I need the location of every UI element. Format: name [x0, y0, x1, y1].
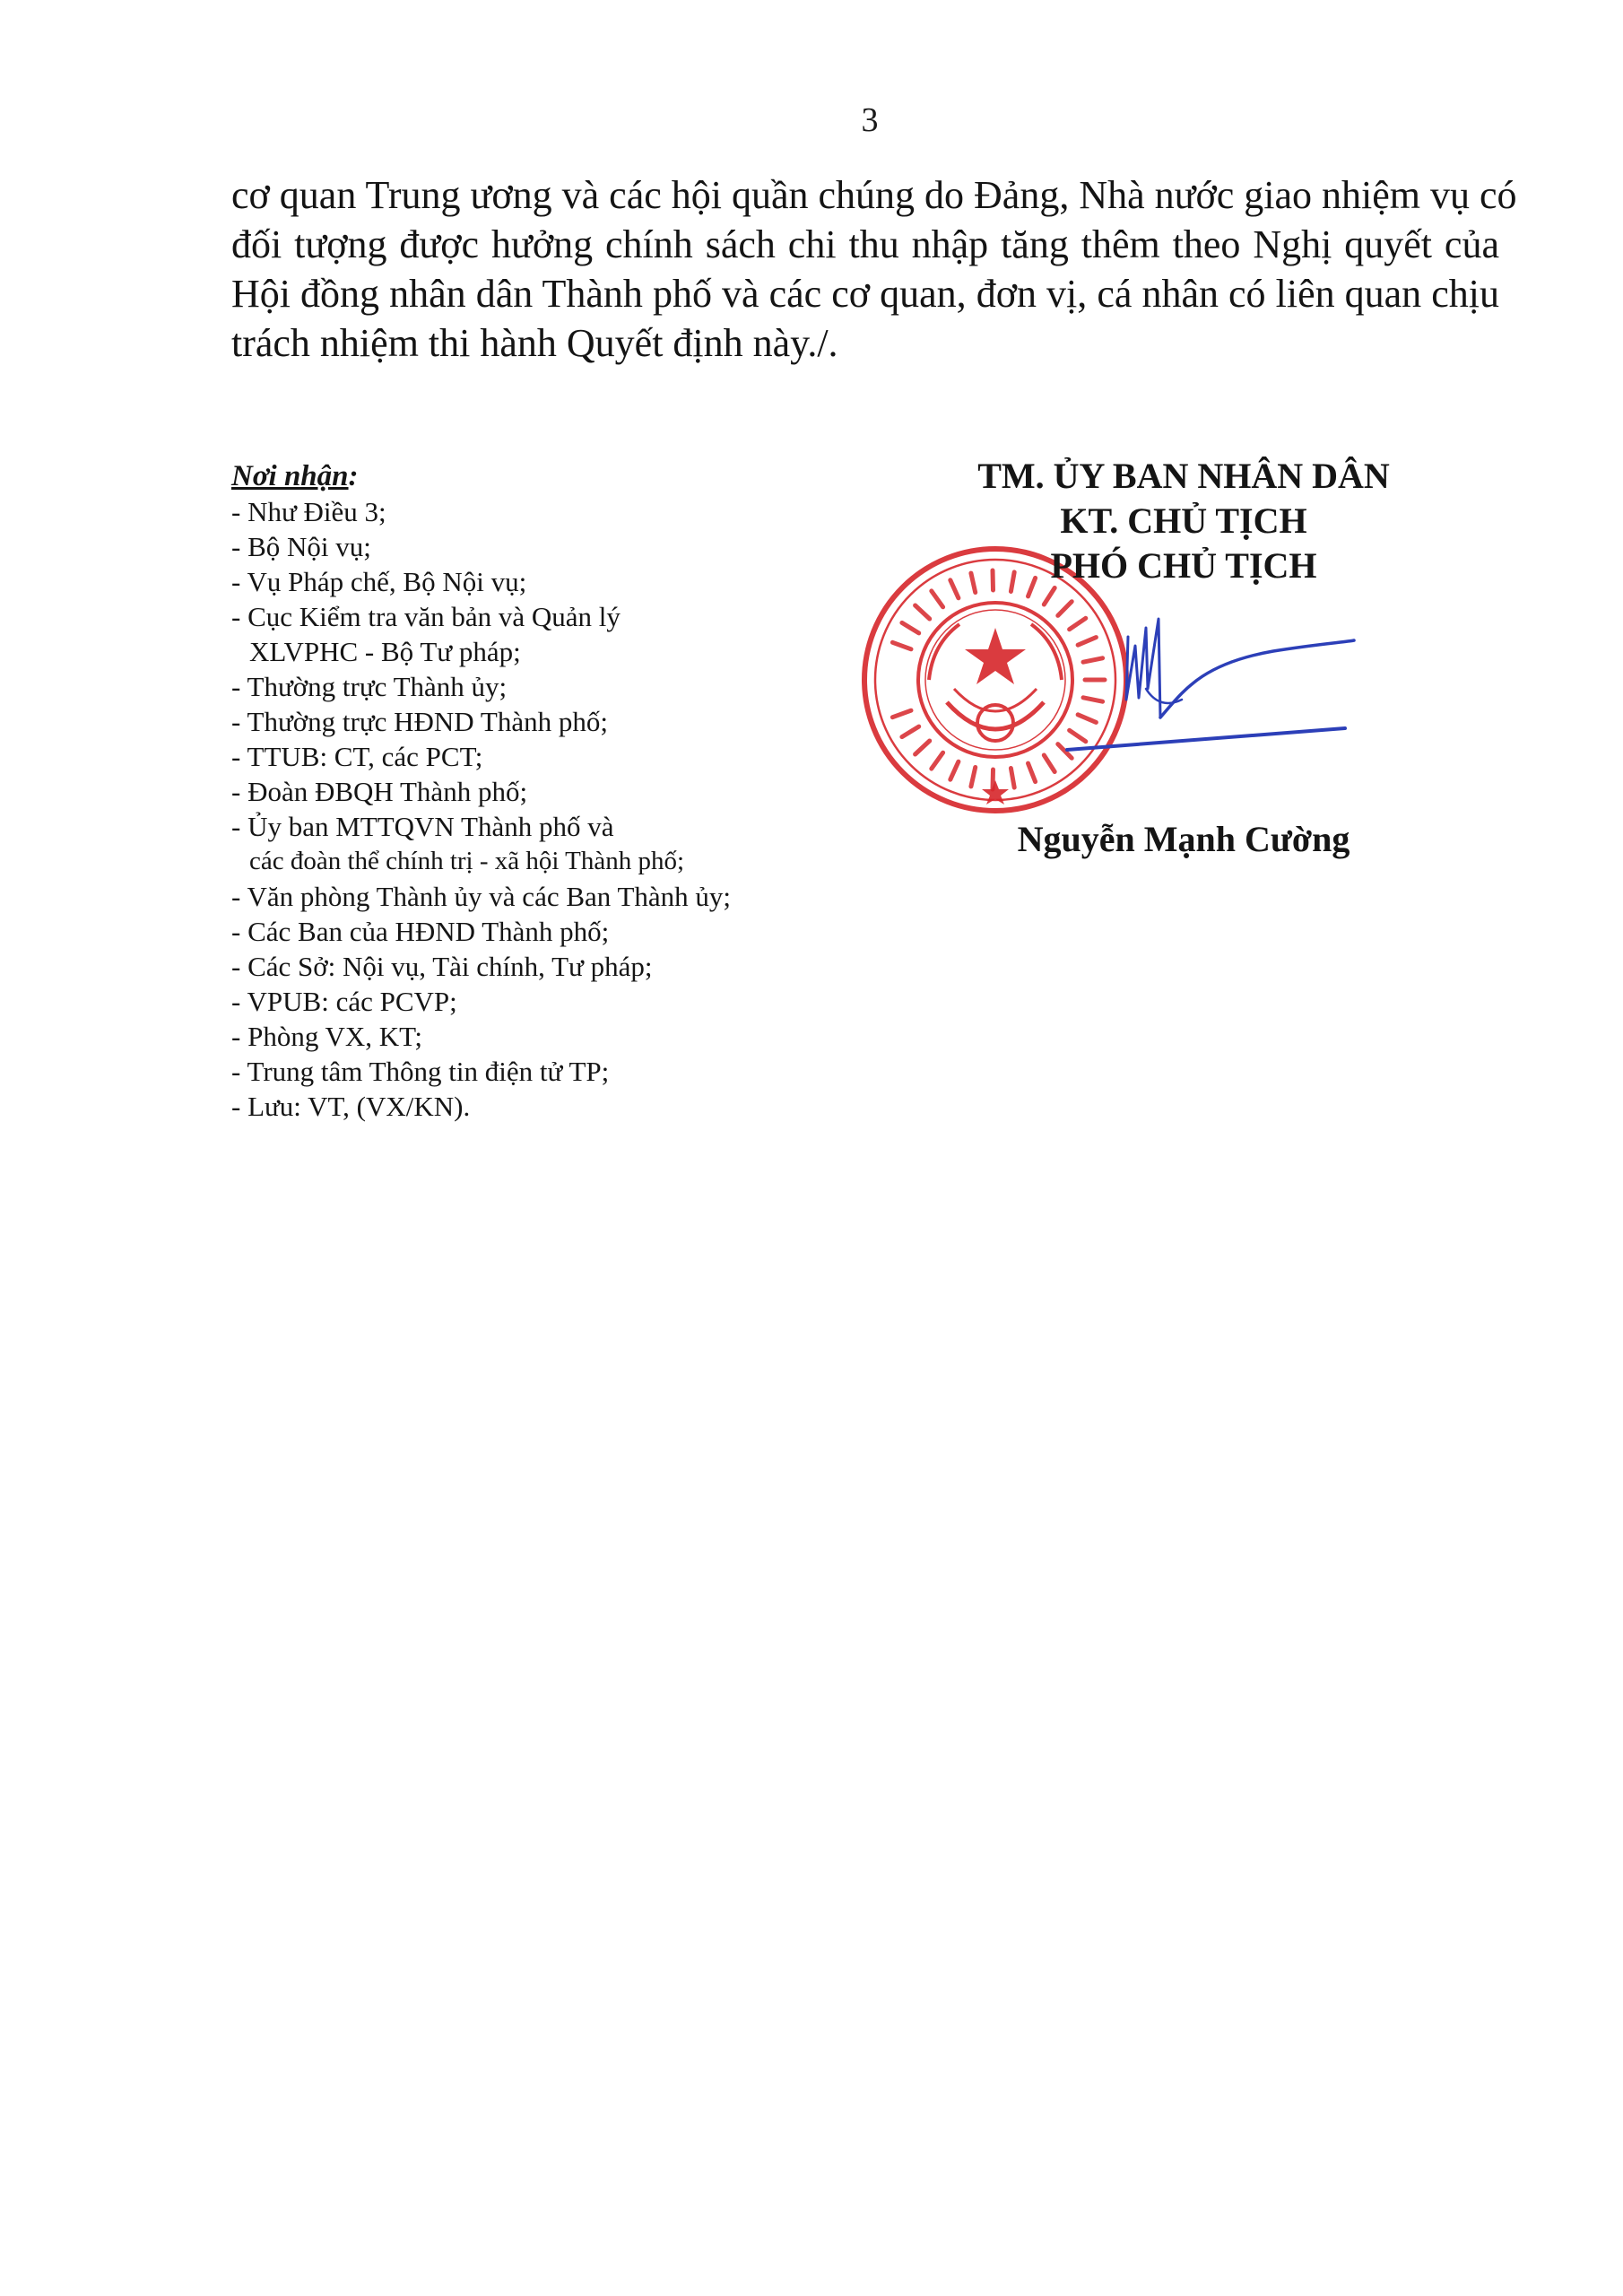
- page-number: 3: [861, 101, 879, 139]
- recipient-item-text: - Phòng VX, KT;: [231, 1021, 423, 1052]
- recipient-item-text: - Thường trực HĐND Thành phố;: [231, 706, 608, 737]
- seal-letter-stroke: [932, 752, 943, 769]
- seal-letter-stroke: [1028, 763, 1036, 782]
- seal-letter-stroke: [916, 605, 930, 619]
- recipient-item-text: - Bộ Nội vụ;: [231, 531, 371, 562]
- recipient-item-text: - Như Điều 3;: [231, 496, 386, 527]
- recipient-item-text: - Cục Kiểm tra văn bản và Quản lý: [231, 601, 621, 632]
- recipient-item: [231, 529, 859, 564]
- recipient-item-text: - Thường trực Thành ủy;: [231, 671, 508, 702]
- recipient-item-text: - VPUB: các PCVP;: [231, 986, 457, 1017]
- recipient-item: [231, 774, 859, 809]
- recipient-item-text: - Trung tâm Thông tin điện tử TP;: [231, 1056, 610, 1087]
- recipient-item: [231, 984, 859, 1019]
- seal-letter-stroke: [1078, 715, 1096, 723]
- recipients-section: [231, 458, 859, 1124]
- seal-letter-stroke: [1044, 755, 1055, 772]
- signer-name: Nguyễn Mạnh Cường: [1017, 819, 1350, 859]
- recipients-heading-label: Nơi nhận: [231, 460, 349, 492]
- seal-letter-stroke: [993, 770, 994, 789]
- signature-title-line: TM. ỦY BAN NHÂN DÂN: [977, 456, 1390, 496]
- recipients-heading: [231, 458, 859, 494]
- recipient-item: [231, 1019, 859, 1054]
- signature-title-line: PHÓ CHỦ TỊCH: [1050, 545, 1317, 586]
- seal-letter-stroke: [1083, 658, 1103, 662]
- recipient-item: [231, 599, 859, 669]
- body-line: trách nhiệm thi hành Quyết định này./.: [231, 321, 838, 365]
- seal-letter-stroke: [902, 622, 919, 633]
- seal-letter-stroke: [932, 591, 943, 607]
- seal-letter-stroke: [1070, 618, 1086, 629]
- recipient-item-text: - Các Ban của HĐND Thành phố;: [231, 916, 610, 947]
- recipient-item-text: - Vụ Pháp chế, Bộ Nội vụ;: [231, 566, 527, 597]
- seal-letter-stroke: [1078, 638, 1096, 646]
- body-line: đối tượng được hưởng chính sách chi thu nhập tăng thêm theo Nghị quyết của: [231, 222, 1499, 266]
- recipient-item-continuation: XLVPHC - Bộ Tư pháp;: [249, 636, 521, 667]
- recipient-item: [231, 739, 859, 774]
- recipient-item-text: - Văn phòng Thành ủy và các Ban Thành ủy;: [231, 881, 732, 912]
- recipient-item: [231, 564, 859, 599]
- handwritten-signature: [1049, 592, 1372, 798]
- signature-title-line: KT. CHỦ TỊCH: [1060, 500, 1307, 541]
- body-paragraph: [231, 170, 1517, 368]
- recipient-item: [231, 914, 859, 949]
- seal-letter-stroke: [916, 741, 930, 754]
- seal-letter-stroke: [971, 768, 976, 787]
- body-line: cơ quan Trung ương và các hội quần chúng do Đảng, Nhà nước giao nhiệm vụ có: [231, 173, 1517, 217]
- recipient-item-continuation: các đoàn thể chính trị - xã hội Thành phố;: [249, 847, 685, 875]
- recipient-item-text: - TTUB: CT, các PCT;: [231, 741, 483, 772]
- recipient-item-text: - Lưu: VT, (VX/KN).: [231, 1091, 471, 1122]
- seal-letter-stroke: [1070, 730, 1086, 741]
- recipient-item: [231, 949, 859, 984]
- body-line: Hội đồng nhân dân Thành phố và các cơ quan, đơn vị, cá nhân có liên quan chịu: [231, 272, 1499, 316]
- recipient-item-text: - Ủy ban MTTQVN Thành phố và: [231, 811, 614, 842]
- recipient-item: [231, 1089, 859, 1124]
- seal-letter-stroke: [902, 726, 919, 737]
- recipient-item-text: - Các Sở: Nội vụ, Tài chính, Tư pháp;: [231, 951, 653, 982]
- recipient-item-text: - Đoàn ĐBQH Thành phố;: [231, 776, 528, 807]
- seal-letter-stroke: [1058, 744, 1072, 759]
- seal-letter-stroke: [892, 710, 911, 718]
- seal-letter-stroke: [892, 642, 911, 649]
- recipient-item: [231, 704, 859, 739]
- seal-letter-stroke: [1011, 769, 1014, 788]
- seal-letter-stroke: [1044, 588, 1055, 605]
- recipient-item: [231, 669, 859, 704]
- signature-block: [906, 454, 1462, 588]
- seal-letter-stroke: [1083, 698, 1103, 701]
- recipient-item: [231, 879, 859, 914]
- recipients-heading-colon: :: [348, 460, 359, 492]
- recipient-item: [231, 494, 859, 529]
- recipient-item: [231, 1054, 859, 1089]
- recipient-item: [231, 809, 859, 879]
- recipient-list: [231, 494, 859, 1124]
- seal-letter-stroke: [950, 761, 959, 779]
- seal-letter-stroke: [1058, 602, 1072, 616]
